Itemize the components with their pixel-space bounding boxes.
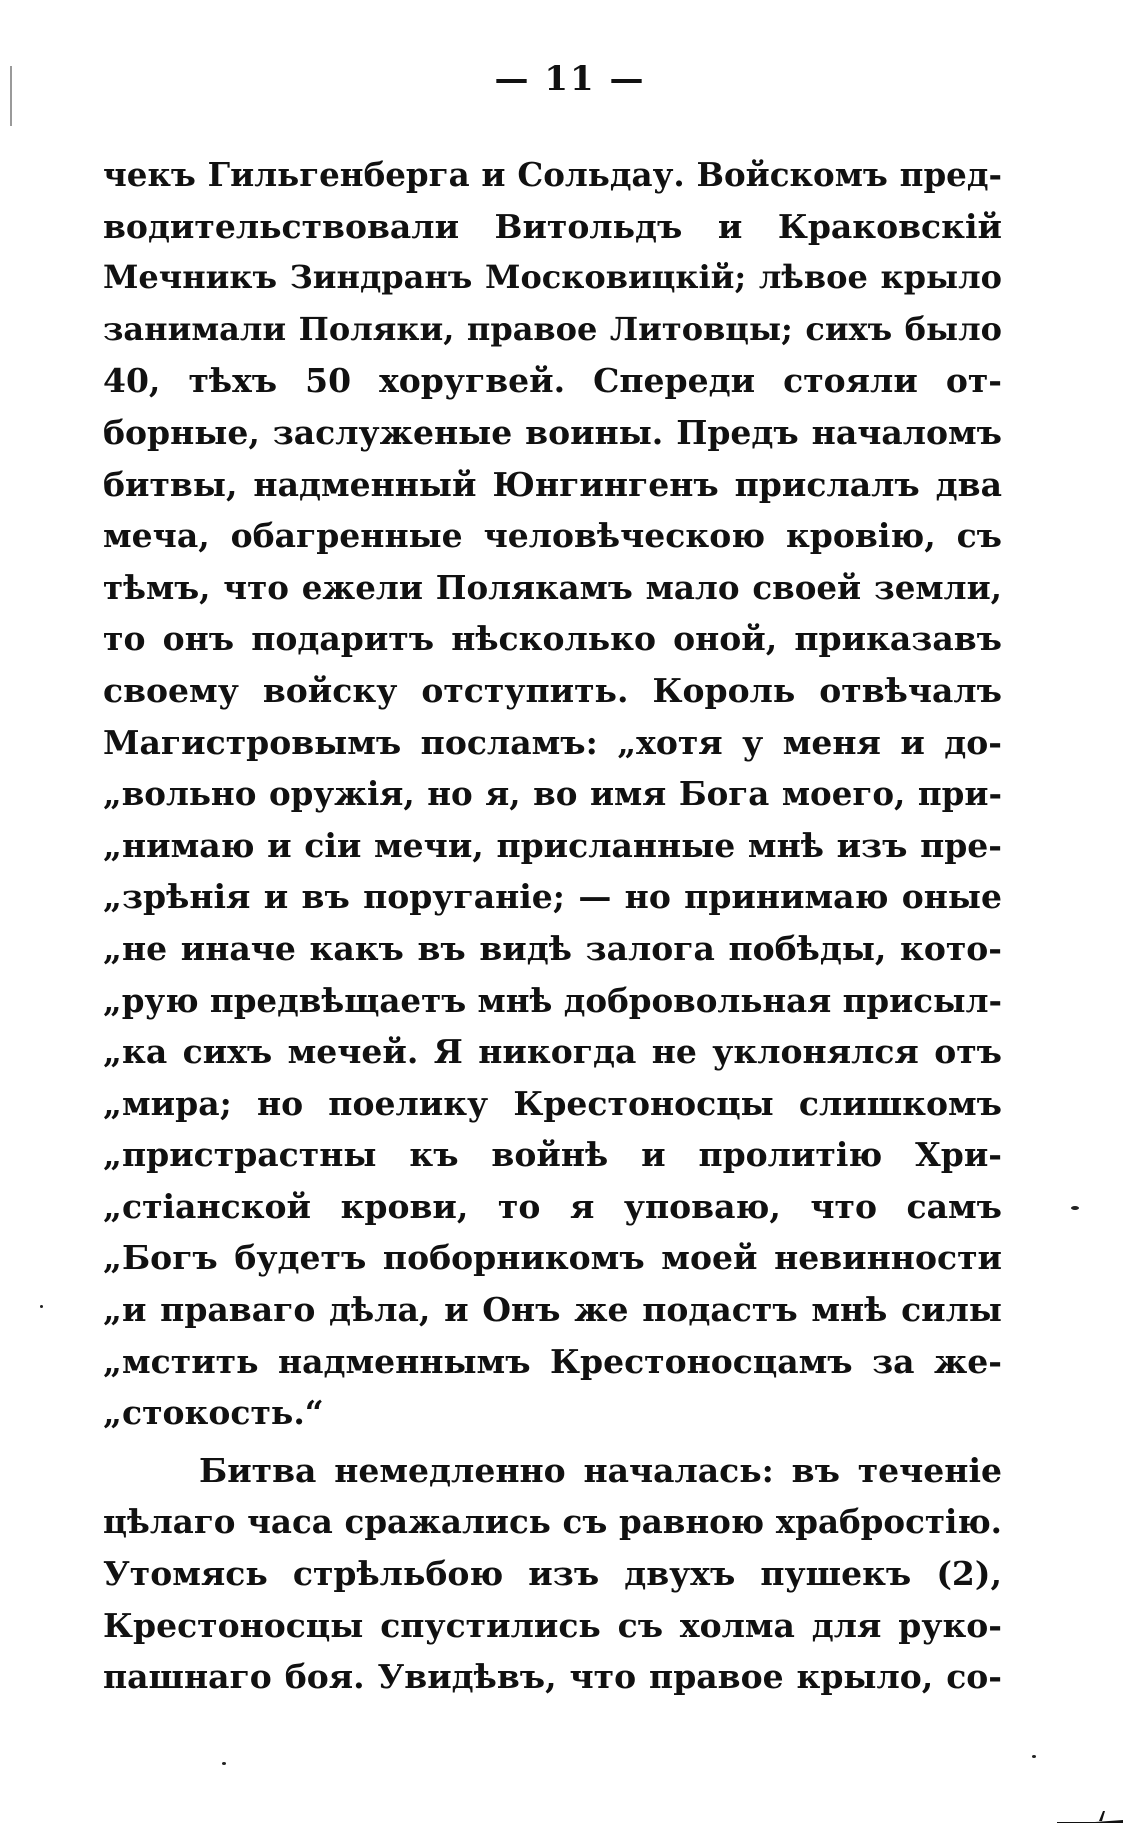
ink-speck — [1032, 1755, 1036, 1758]
text-line: Утомясь стрѣльбою изъ двухъ пушекъ (2), — [103, 1554, 1002, 1594]
text-line: Крестоносцы спустились съ холма для руко- — [103, 1605, 1002, 1645]
paragraph-2 — [103, 1445, 1002, 1703]
text-line: то онъ подаритъ нѣсколько оной, приказавъ — [103, 619, 1002, 659]
ink-speck — [222, 1762, 226, 1765]
text-line: 40, тѣхъ 50 хоругвей. Спереди стояли от- — [103, 361, 1002, 401]
text-line: „зрѣнія и въ поруганіе; — но принимаю оные — [103, 877, 1002, 917]
text-line: „стокость.“ — [103, 1393, 324, 1433]
text-line: чекъ Гильгенберга и Сольдау. Войскомъ пред- — [103, 155, 1002, 194]
text-line: „пристрастны къ войнѣ и пролитію Хри- — [103, 1135, 1002, 1175]
text-line: „стіанской крови, то я уповаю, что самъ — [103, 1186, 1002, 1226]
paragraph-1 — [103, 149, 1002, 1439]
text-line: своему войску отступить. Король отвѣчалъ — [103, 670, 1002, 710]
text-line: „мстить надменнымъ Крестоносцамъ за же- — [103, 1341, 1002, 1381]
text-line: „нимаю и сіи мечи, присланные мнѣ изъ пре- — [103, 825, 1002, 865]
text-line: Мечникъ Зиндранъ Московицкій; лѣвое крыло — [103, 258, 1002, 297]
text-line: тѣмъ, что ежели Полякамъ мало своей земли, — [103, 567, 1002, 607]
page-number: — 11 — — [494, 59, 646, 99]
body-text — [103, 149, 1002, 1703]
text-line: „вольно оружія, но я, во имя Бога моего, при- — [103, 774, 1002, 814]
text-line: Магистровымъ посламъ: „хотя у меня и до- — [103, 722, 1002, 762]
text-line: меча, обагренные человѣческою кровію, съ — [103, 516, 1002, 556]
text-line: „рую предвѣщаетъ мнѣ добровольная присыл- — [103, 980, 1002, 1020]
text-line: Битва немедленно началась: въ теченіе — [199, 1450, 1002, 1490]
text-line: „Богъ будетъ поборникомъ моей невинности — [103, 1238, 1002, 1278]
text-line: „и праваго дѣла, и Онъ же подастъ мнѣ силы — [103, 1290, 1002, 1330]
text-line: „ка сихъ мечей. Я никогда не уклонялся отъ — [103, 1032, 1002, 1072]
ink-speck — [40, 1305, 43, 1308]
text-line: занимали Поляки, правое Литовцы; сихъ было — [103, 309, 1002, 348]
text-line: пашнаго боя. Увидѣвъ, что правое крыло, со- — [103, 1657, 1002, 1697]
text-line: „мира; но поелику Крестоносцы слишкомъ — [103, 1083, 1002, 1123]
ink-speck — [1071, 1206, 1079, 1210]
text-line: цѣлаго часа сражались съ равною храбростію. — [103, 1502, 1002, 1542]
text-line: битвы, надменный Юнгингенъ прислалъ два — [103, 464, 1002, 504]
corner-ink-mark — [1055, 1808, 1125, 1824]
text-line: борные, заслуженые воины. Предъ началомъ — [103, 412, 1002, 452]
text-line: „не иначе какъ въ видѣ залога побѣды, кото- — [103, 928, 1002, 968]
text-line: водительствовали Витольдъ и Краковскій — [103, 206, 1002, 246]
